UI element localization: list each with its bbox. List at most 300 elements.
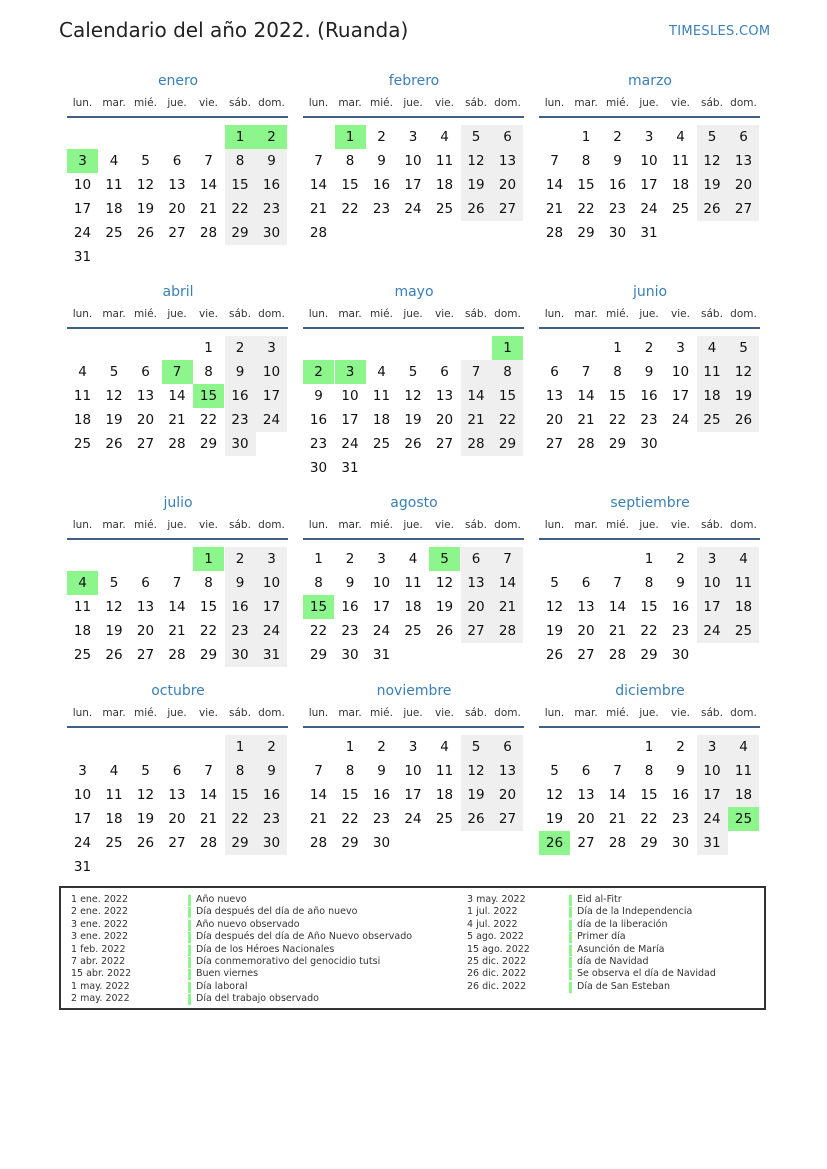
day-cell: 12 <box>734 364 753 380</box>
day-cell: 9 <box>235 575 245 591</box>
weekday-label: mar. <box>574 707 598 719</box>
holiday-day-cell: 15 <box>303 595 334 619</box>
legend-marker <box>188 982 191 993</box>
day-cell: 27 <box>498 811 517 827</box>
day-cell: 5 <box>109 364 119 380</box>
day-cell: 29 <box>577 225 595 241</box>
day-cell: 11 <box>105 177 123 193</box>
day-cell: 24 <box>404 811 422 827</box>
day-cell: 9 <box>613 153 622 169</box>
day-cell: 15 <box>640 599 658 615</box>
day-cell: 5 <box>550 763 559 779</box>
legend-date: 5 ago. 2022 <box>467 931 524 943</box>
day-cell: 30 <box>231 436 249 452</box>
day-cell: 13 <box>577 787 595 803</box>
day-cell: 6 <box>172 763 182 779</box>
day-cell: 24 <box>73 835 92 851</box>
day-cell: 4 <box>109 763 119 779</box>
day-cell: 14 <box>608 787 627 803</box>
day-cell: 6 <box>550 364 559 380</box>
day-cell: 2 <box>267 739 276 755</box>
legend-date: 7 abr. 2022 <box>71 956 126 967</box>
day-cell: 15 <box>640 787 658 803</box>
legend-holiday-name: Asunción de María <box>577 943 665 955</box>
day-cell: 1 <box>644 739 654 755</box>
weekday-label: mié. <box>370 519 393 531</box>
day-cell: 3 <box>267 340 276 356</box>
day-cell: 16 <box>262 177 281 193</box>
day-cell: 12 <box>136 177 155 193</box>
day-cell: 8 <box>644 763 654 779</box>
legend-holiday-name: Año nuevo <box>196 894 247 905</box>
weekday-label: mar. <box>338 97 362 109</box>
legend-date: 1 feb. 2022 <box>71 943 126 955</box>
month-name: junio <box>632 284 668 300</box>
day-cell: 20 <box>467 599 485 615</box>
day-cell: 11 <box>734 763 753 779</box>
legend-holiday-name: Eid al-Fitr <box>577 894 622 905</box>
day-cell: 11 <box>73 388 92 404</box>
weekday-label: jue. <box>167 707 187 719</box>
day-cell: 8 <box>644 575 654 591</box>
legend-marker <box>569 969 572 980</box>
day-cell: 4 <box>676 129 685 145</box>
day-cell: 11 <box>73 599 92 615</box>
legend-marker <box>188 969 191 980</box>
day-cell: 17 <box>73 811 92 827</box>
day-cell: 13 <box>168 787 186 803</box>
day-cell: 8 <box>581 153 591 169</box>
day-cell: 30 <box>262 225 281 241</box>
day-cell: 23 <box>262 811 281 827</box>
weekday-label: mar. <box>102 97 126 109</box>
day-cell: 17 <box>703 787 721 803</box>
day-cell: 31 <box>372 647 391 663</box>
weekday-label: dom. <box>258 97 285 109</box>
day-cell: 18 <box>372 412 391 428</box>
weekday-label: jue. <box>403 707 423 719</box>
weekday-label: lun. <box>308 519 329 531</box>
weekday-label: dom. <box>730 707 757 719</box>
weekday-label: sáb. <box>701 308 723 320</box>
day-cell: 10 <box>73 177 92 193</box>
day-cell: 25 <box>435 201 454 217</box>
day-cell: 27 <box>168 225 186 241</box>
day-cell: 26 <box>105 436 123 452</box>
day-cell: 15 <box>608 388 627 404</box>
day-cell: 12 <box>703 153 721 169</box>
day-cell: 20 <box>498 787 517 803</box>
day-cell: 1 <box>613 340 622 356</box>
day-cell: 28 <box>168 436 186 452</box>
legend-marker <box>188 907 191 918</box>
weekday-label: mar. <box>338 308 362 320</box>
day-cell: 4 <box>78 364 87 380</box>
day-cell: 14 <box>168 599 186 615</box>
legend-date: 3 may. 2022 <box>467 894 526 905</box>
day-cell: 19 <box>105 412 123 428</box>
day-cell: 3 <box>676 340 685 356</box>
weekday-label: mié. <box>370 707 393 719</box>
site-link[interactable]: TIMESLES.COM <box>669 24 771 39</box>
day-cell: 7 <box>613 763 622 779</box>
weekday-label: lun. <box>544 97 565 109</box>
day-cell: 11 <box>734 575 753 591</box>
day-cell: 2 <box>235 340 245 356</box>
day-cell: 23 <box>608 201 627 217</box>
day-cell: 12 <box>545 599 564 615</box>
day-cell: 19 <box>404 412 422 428</box>
day-cell: 16 <box>341 599 359 615</box>
legend-marker <box>188 895 191 906</box>
day-cell: 17 <box>73 201 92 217</box>
day-cell: 12 <box>105 599 123 615</box>
weekday-label: lun. <box>72 519 93 531</box>
legend-holiday-name: Se observa el día de Navidad <box>577 968 716 980</box>
weekday-label: sáb. <box>229 519 251 531</box>
day-cell: 31 <box>262 647 281 663</box>
holiday-legend <box>59 886 766 1010</box>
day-cell: 11 <box>435 763 454 779</box>
day-cell: 30 <box>372 835 391 851</box>
day-cell: 11 <box>671 153 690 169</box>
day-cell: 19 <box>136 201 155 217</box>
header-rule <box>539 116 760 118</box>
day-cell: 13 <box>435 388 454 404</box>
weekday-header <box>303 97 525 117</box>
day-cell: 22 <box>640 623 658 639</box>
day-cell: 10 <box>404 153 422 169</box>
holiday-day-cell: 7 <box>162 360 193 384</box>
weekday-label: lun. <box>308 308 329 320</box>
day-cell: 10 <box>73 787 92 803</box>
day-cell: 25 <box>404 623 422 639</box>
legend-date: 2 may. 2022 <box>71 993 130 1005</box>
day-cell: 12 <box>467 763 485 779</box>
weekday-header <box>539 97 761 117</box>
day-cell: 8 <box>345 763 355 779</box>
day-cell: 14 <box>168 388 186 404</box>
day-cell: 15 <box>577 177 595 193</box>
day-cell: 18 <box>734 787 753 803</box>
weekday-label: sáb. <box>465 308 487 320</box>
day-cell: 16 <box>640 388 658 404</box>
day-cell: 16 <box>231 388 249 404</box>
day-cell: 27 <box>136 647 155 663</box>
day-cell: 10 <box>404 763 422 779</box>
day-cell: 16 <box>372 177 391 193</box>
day-cell: 13 <box>498 153 517 169</box>
day-cell: 10 <box>640 153 658 169</box>
weekday-label: lun. <box>544 707 565 719</box>
day-cell: 13 <box>577 599 595 615</box>
day-cell: 3 <box>408 739 418 755</box>
weekday-label: mar. <box>574 97 598 109</box>
day-cell: 5 <box>739 340 748 356</box>
day-cell: 11 <box>435 153 454 169</box>
day-cell: 15 <box>341 177 359 193</box>
day-cell: 9 <box>676 575 685 591</box>
day-cell: 10 <box>341 388 359 404</box>
weekday-header <box>303 707 525 727</box>
day-cell: 21 <box>168 412 186 428</box>
holiday-day-cell: 26 <box>539 831 570 855</box>
day-cell: 15 <box>498 388 517 404</box>
day-cell: 24 <box>671 412 690 428</box>
day-cell: 10 <box>262 364 281 380</box>
weekday-label: sáb. <box>229 308 251 320</box>
weekday-label: dom. <box>730 308 757 320</box>
day-cell: 5 <box>707 129 717 145</box>
day-cell: 8 <box>613 364 622 380</box>
weekday-label: dom. <box>730 519 757 531</box>
day-cell: 18 <box>73 412 92 428</box>
day-cell: 17 <box>404 787 422 803</box>
weekday-label: mié. <box>606 97 629 109</box>
weekday-label: jue. <box>639 308 659 320</box>
month-name: julio <box>163 495 193 511</box>
legend-holiday-name: Día conmemorativo del genocidio tutsi <box>196 956 381 967</box>
day-cell: 17 <box>404 177 422 193</box>
day-cell: 13 <box>168 177 186 193</box>
day-cell: 29 <box>341 835 359 851</box>
day-cell: 20 <box>168 811 186 827</box>
legend-date: 26 dic. 2022 <box>467 968 527 980</box>
day-cell: 23 <box>309 436 328 452</box>
day-cell: 1 <box>314 551 323 567</box>
day-cell: 23 <box>372 811 391 827</box>
day-cell: 22 <box>199 623 218 639</box>
day-cell: 14 <box>309 177 328 193</box>
day-cell: 20 <box>168 201 186 217</box>
weekday-label: sáb. <box>701 97 723 109</box>
weekday-header <box>539 308 761 328</box>
holiday-day-cell: 15 <box>193 384 224 408</box>
legend-date: 25 dic. 2022 <box>467 956 527 967</box>
day-cell: 19 <box>467 177 485 193</box>
weekday-label: lun. <box>308 707 329 719</box>
day-cell: 2 <box>676 551 685 567</box>
weekday-header <box>67 519 289 539</box>
day-cell: 30 <box>671 835 690 851</box>
day-cell: 22 <box>498 412 517 428</box>
day-cell: 17 <box>671 388 690 404</box>
day-cell: 3 <box>377 551 386 567</box>
day-cell: 26 <box>404 436 422 452</box>
day-cell: 3 <box>78 763 87 779</box>
day-cell: 5 <box>471 129 481 145</box>
day-cell: 23 <box>671 623 690 639</box>
day-cell: 17 <box>341 412 359 428</box>
day-cell: 1 <box>644 551 654 567</box>
day-cell: 13 <box>467 575 485 591</box>
day-cell: 26 <box>467 811 485 827</box>
day-cell: 23 <box>231 623 249 639</box>
day-cell: 7 <box>314 763 323 779</box>
day-cell: 28 <box>199 225 218 241</box>
day-cell: 9 <box>235 364 245 380</box>
day-cell: 5 <box>408 364 418 380</box>
day-cell: 31 <box>341 460 359 476</box>
weekday-label: vie. <box>435 519 454 531</box>
day-cell: 22 <box>608 412 627 428</box>
holiday-day-cell: 1 <box>193 547 224 571</box>
day-cell: 26 <box>734 412 753 428</box>
day-cell: 6 <box>503 129 512 145</box>
day-cell: 1 <box>581 129 591 145</box>
legend-holiday-name: Día de los Héroes Nacionales <box>196 943 335 955</box>
day-cell: 16 <box>262 787 281 803</box>
legend-holiday-name: Día de la Independencia <box>577 906 693 918</box>
legend-marker <box>569 895 572 906</box>
day-cell: 25 <box>435 811 454 827</box>
day-cell: 2 <box>377 739 386 755</box>
day-cell: 2 <box>676 739 685 755</box>
day-cell: 23 <box>372 201 391 217</box>
weekday-label: mar. <box>338 519 362 531</box>
day-cell: 26 <box>545 647 564 663</box>
day-cell: 20 <box>545 412 564 428</box>
day-cell: 5 <box>550 575 559 591</box>
legend-marker <box>188 932 191 943</box>
day-cell: 26 <box>467 201 485 217</box>
day-cell: 14 <box>467 388 485 404</box>
day-cell: 21 <box>577 412 595 428</box>
day-cell: 6 <box>581 763 591 779</box>
day-cell: 27 <box>467 623 485 639</box>
weekday-label: vie. <box>671 97 690 109</box>
day-cell: 5 <box>141 153 150 169</box>
day-cell: 25 <box>671 201 690 217</box>
day-cell: 4 <box>739 551 748 567</box>
day-cell: 25 <box>734 623 753 639</box>
day-cell: 22 <box>640 811 658 827</box>
day-cell: 29 <box>608 436 627 452</box>
weekday-header <box>539 519 761 539</box>
day-cell: 18 <box>105 201 123 217</box>
legend-date: 1 jul. 2022 <box>467 906 518 918</box>
legend-marker <box>569 920 572 931</box>
day-cell: 12 <box>404 388 422 404</box>
weekday-label: vie. <box>671 308 690 320</box>
weekday-header <box>67 97 289 117</box>
day-cell: 18 <box>105 811 123 827</box>
day-cell: 10 <box>703 575 721 591</box>
legend-holiday-name: Año nuevo observado <box>196 918 300 930</box>
day-cell: 3 <box>707 551 717 567</box>
day-cell: 3 <box>267 551 276 567</box>
header-rule <box>303 538 524 540</box>
day-cell: 2 <box>613 129 622 145</box>
month-name: septiembre <box>610 495 690 511</box>
weekday-label: mié. <box>134 519 157 531</box>
day-cell: 24 <box>262 412 281 428</box>
day-cell: 27 <box>577 647 595 663</box>
day-cell: 18 <box>73 623 92 639</box>
day-cell: 21 <box>199 811 218 827</box>
header-rule <box>303 116 524 118</box>
day-cell: 28 <box>608 647 627 663</box>
weekday-header <box>303 519 525 539</box>
day-cell: 12 <box>467 153 485 169</box>
day-cell: 21 <box>608 623 627 639</box>
day-cell: 12 <box>105 388 123 404</box>
day-cell: 2 <box>235 551 245 567</box>
day-cell: 19 <box>136 811 155 827</box>
day-cell: 18 <box>734 599 753 615</box>
weekday-label: vie. <box>199 707 218 719</box>
day-cell: 3 <box>644 129 654 145</box>
day-cell: 25 <box>73 647 92 663</box>
weekday-label: mar. <box>338 707 362 719</box>
weekday-label: lun. <box>544 308 565 320</box>
day-cell: 1 <box>235 739 245 755</box>
day-cell: 19 <box>435 599 454 615</box>
day-cell: 22 <box>341 201 359 217</box>
day-cell: 27 <box>734 201 753 217</box>
day-cell: 1 <box>204 340 213 356</box>
day-cell: 13 <box>545 388 564 404</box>
legend-marker <box>188 945 191 956</box>
day-cell: 2 <box>644 340 654 356</box>
legend-holiday-name: día de la liberación <box>577 918 668 930</box>
day-cell: 18 <box>435 787 454 803</box>
month-name: abril <box>162 284 194 300</box>
day-cell: 7 <box>172 575 182 591</box>
day-cell: 20 <box>734 177 753 193</box>
day-cell: 17 <box>372 599 391 615</box>
day-cell: 14 <box>498 575 517 591</box>
legend-holiday-name: Día después del día de año nuevo <box>196 906 358 918</box>
day-cell: 5 <box>109 575 119 591</box>
day-cell: 7 <box>314 153 323 169</box>
day-cell: 8 <box>235 153 245 169</box>
legend-date: 2 ene. 2022 <box>71 906 128 918</box>
month-name: marzo <box>628 73 672 89</box>
day-cell: 6 <box>172 153 182 169</box>
weekday-label: vie. <box>199 519 218 531</box>
day-cell: 2 <box>377 129 386 145</box>
day-cell: 10 <box>671 364 690 380</box>
month-name: octubre <box>151 683 205 699</box>
holiday-day-cell: 1 <box>225 125 256 149</box>
day-cell: 29 <box>640 647 658 663</box>
day-cell: 11 <box>105 787 123 803</box>
holiday-day-cell: 3 <box>335 360 366 384</box>
weekday-label: dom. <box>494 519 521 531</box>
day-cell: 15 <box>231 177 249 193</box>
day-cell: 16 <box>671 787 690 803</box>
day-cell: 27 <box>168 835 186 851</box>
weekday-label: mar. <box>102 308 126 320</box>
day-cell: 13 <box>136 599 155 615</box>
legend-holiday-name: Primer día <box>577 931 626 943</box>
day-cell: 9 <box>267 153 276 169</box>
legend-holiday-name: Día del trabajo observado <box>196 993 319 1005</box>
page-title: Calendario del año 2022. (Ruanda) <box>59 18 409 42</box>
weekday-label: mié. <box>606 308 629 320</box>
legend-date: 3 ene. 2022 <box>71 931 128 943</box>
weekday-header <box>67 308 289 328</box>
weekday-label: sáb. <box>465 519 487 531</box>
day-cell: 7 <box>613 575 622 591</box>
weekday-label: lun. <box>544 519 565 531</box>
weekday-label: mié. <box>606 519 629 531</box>
day-cell: 21 <box>467 412 485 428</box>
day-cell: 27 <box>435 436 454 452</box>
day-cell: 31 <box>640 225 658 241</box>
day-cell: 3 <box>707 739 717 755</box>
